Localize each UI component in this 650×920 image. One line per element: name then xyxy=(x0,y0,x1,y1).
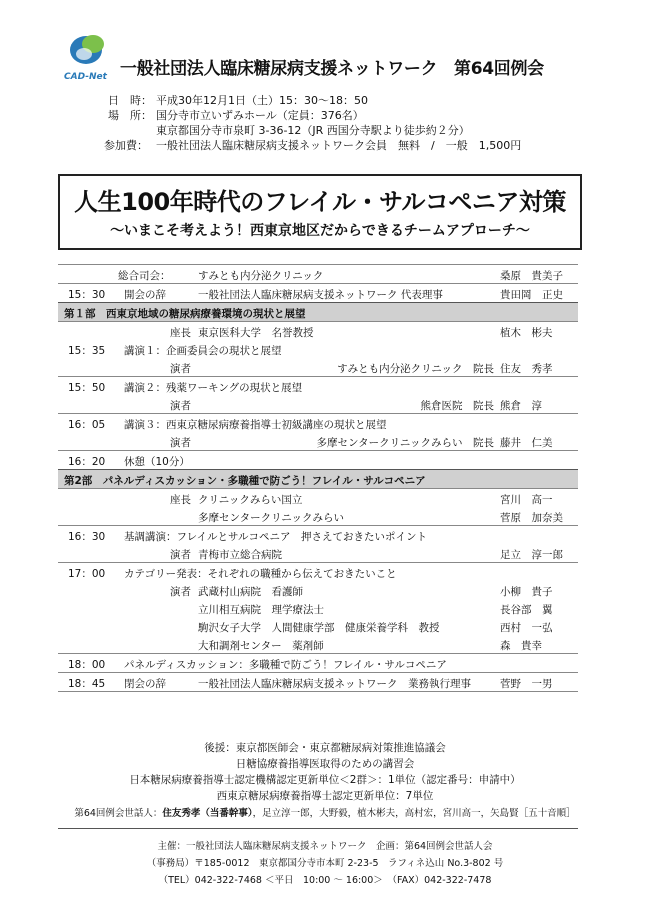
chair-org: 東京医科大学 名誉教授 xyxy=(198,327,314,339)
speaker-label: 演者 xyxy=(170,437,191,449)
schedule-row xyxy=(58,653,578,672)
section-header xyxy=(58,302,578,321)
table-bottom-rule xyxy=(58,691,578,693)
schedule-row xyxy=(58,507,578,525)
break-time: 16：20 xyxy=(68,456,106,468)
close-label: 閉会の辞 xyxy=(124,678,166,690)
part1-title: 第１部 西東京地域の糖尿病療養環境の現状と展望 xyxy=(64,308,306,320)
speaker-org: 武蔵村山病院 看護師 xyxy=(198,586,303,598)
title-banner xyxy=(58,174,582,250)
schedule-row xyxy=(58,340,578,358)
place-value: 国分寺市立いずみホール（定員：376名） xyxy=(156,109,364,122)
schedule-row xyxy=(58,635,578,653)
speaker-name: 足立 淳一郎 xyxy=(500,549,563,561)
chair-name: 菅原 加奈美 xyxy=(500,512,563,524)
open-time: 15：30 xyxy=(68,289,106,301)
close-org: 一般社団法人臨床糖尿病支援ネットワーク 業務執行理事 xyxy=(198,678,471,690)
open-label: 開会の辞 xyxy=(124,289,166,301)
speaker-name: 長谷部 翼 xyxy=(500,604,553,616)
category-time: 17：00 xyxy=(68,568,106,580)
schedule-table xyxy=(58,264,578,693)
close-time: 18：45 xyxy=(68,678,106,690)
category-title: カテゴリー発表：それぞれの職種から伝えておきたいこと xyxy=(124,568,397,580)
address: 東京都国分寺市泉町 3-36-12（JR 西国分寺駅より徒歩約２分） xyxy=(156,124,470,137)
organizers-line xyxy=(0,805,650,819)
lecture2-time: 15：50 xyxy=(68,382,106,394)
chair-label: 座長 xyxy=(170,327,191,339)
chair-org: 多摩センタークリニックみらい xyxy=(198,512,344,524)
speaker-name: 熊倉 淳 xyxy=(500,400,542,412)
part2-title: 第2部 パネルディスカッション・多職種で防ごう！フレイル・サルコペニア xyxy=(64,475,426,487)
banner-title: 人生100年時代のフレイル・サルコペニア対策 xyxy=(74,188,566,216)
schedule-row xyxy=(58,376,578,395)
speaker-label: 演者 xyxy=(170,400,191,412)
section-header xyxy=(58,469,578,488)
speaker-label: 演者 xyxy=(170,586,191,598)
fee-label: 参加費： xyxy=(104,139,148,152)
schedule-row xyxy=(58,599,578,617)
open-name: 貴田岡 正史 xyxy=(500,289,563,301)
schedule-row xyxy=(58,672,578,691)
date-label: 日 時： xyxy=(108,94,152,107)
host-line: 主催：一般社団法人臨床糖尿病支援ネットワーク 企画：第64回例会世話人会 xyxy=(157,841,493,852)
panel-title: パネルディスカッション：多職種で防ごう！フレイル・サルコペニア xyxy=(124,659,447,671)
speaker-name: 西村 一弘 xyxy=(500,622,553,634)
schedule-row xyxy=(58,562,578,581)
schedule-row xyxy=(58,413,578,432)
schedule-row xyxy=(58,450,578,469)
schedule-row xyxy=(58,488,578,507)
speaker-org: 駒沢女子大学 人間健康学部 健康栄養学科 教授 xyxy=(198,622,440,634)
chair-name: 宮川 高一 xyxy=(500,494,553,506)
speaker-org: 立川相互病院 理学療法士 xyxy=(198,604,324,616)
organizers-lead: 住友秀孝（当番幹事） xyxy=(162,808,253,819)
speaker-org: 大和調剤センター 薬剤師 xyxy=(198,640,324,652)
schedule-row xyxy=(58,321,578,340)
speaker-org: 多摩センタークリニックみらい 院長 xyxy=(316,437,494,449)
break-label: 休憩（10分） xyxy=(124,456,190,468)
schedule-row xyxy=(58,432,578,450)
keynote-title: 基調講演：フレイルとサルコペニア 押さえておきたいポイント xyxy=(124,531,428,543)
place-label: 場 所： xyxy=(108,109,152,122)
keynote-time: 16：30 xyxy=(68,531,106,543)
chair-label: 座長 xyxy=(170,494,191,506)
panel-time: 18：00 xyxy=(68,659,106,671)
fee-value: 一般社団法人臨床糖尿病支援ネットワーク会員 無料 / 一般 1,500円 xyxy=(156,139,522,152)
speaker-name: 住友 秀孝 xyxy=(500,363,553,375)
organizers-prefix: 第64回例会世話人： xyxy=(74,808,163,819)
speaker-org: すみとも内分泌クリニック 院長 xyxy=(337,363,494,375)
banner-subtitle: 〜いまこそ考えよう！西東京地区だからできるチームアプローチ〜 xyxy=(110,223,530,239)
credit-line-2: 日本糖尿病療養指導士認定機構認定更新単位＜2群＞：1単位（認定番号：申請中） xyxy=(129,774,521,786)
cad-net-logo xyxy=(64,28,114,78)
open-org: 一般社団法人臨床糖尿病支援ネットワーク 代表理事 xyxy=(198,289,443,301)
lecture2-title: 講演２：残薬ワーキングの現状と展望 xyxy=(124,382,303,394)
lecture3-title: 講演３：西東京糖尿病療養指導士初級講座の現状と展望 xyxy=(124,419,387,431)
schedule-row xyxy=(58,395,578,413)
schedule-row xyxy=(58,264,578,283)
credit-line-1: 日糖協療養指導医取得のための講習会 xyxy=(235,758,415,770)
footer-divider xyxy=(58,828,578,829)
chair-name: 植木 彬夫 xyxy=(500,327,553,339)
page-title: 一般社団法人臨床糖尿病支援ネットワーク 第64回例会 xyxy=(120,59,544,79)
contact-line: （TEL）042-322-7468 ＜平日 10:00 〜 16:00＞ （FAX）042-322-7478 xyxy=(158,875,492,886)
speaker-name: 小柳 貴子 xyxy=(500,586,553,598)
speaker-name: 藤井 仁美 xyxy=(500,437,553,449)
schedule-row xyxy=(58,358,578,376)
speaker-name: 森 貴幸 xyxy=(500,640,542,652)
speaker-org: 熊倉医院 院長 xyxy=(420,400,494,412)
credit-line-3: 西東京糖尿病療養指導士認定更新単位：7単位 xyxy=(216,790,434,802)
schedule-row xyxy=(58,581,578,599)
support-text: 後援：東京都医師会・東京都糖尿病対策推進協議会 xyxy=(204,742,446,754)
schedule-row xyxy=(58,544,578,562)
logo-text: CAD-Net xyxy=(64,72,107,82)
organizers-rest: ，足立淳一郎，大野毅，植木彬夫，高村宏，宮川高一，矢島賢［五十音順］ xyxy=(252,808,576,819)
mc-name: 桑原 貴美子 xyxy=(500,270,563,282)
mc-label: 総合司会： xyxy=(118,270,171,282)
close-name: 菅野 一男 xyxy=(500,678,553,690)
lecture1-time: 15：35 xyxy=(68,345,106,357)
speaker-org: 青梅市立総合病院 xyxy=(198,549,282,561)
date-value: 平成30年12月1日（土）15：30〜18：50 xyxy=(156,94,368,107)
speaker-label: 演者 xyxy=(170,363,191,375)
schedule-row xyxy=(58,283,578,302)
office-line: （事務局）〒185-0012 東京都国分寺市本町 2-23-5 ラフィネ込山 No.3-802 号 xyxy=(146,858,504,869)
chair-org: クリニックみらい国立 xyxy=(198,494,303,506)
schedule-row xyxy=(58,617,578,635)
mc-org: すみとも内分泌クリニック xyxy=(198,270,324,282)
schedule-row xyxy=(58,525,578,544)
lecture3-time: 16：05 xyxy=(68,419,106,431)
speaker-label: 演者 xyxy=(170,549,191,561)
lecture1-title: 講演１：企画委員会の現状と展望 xyxy=(124,345,282,357)
